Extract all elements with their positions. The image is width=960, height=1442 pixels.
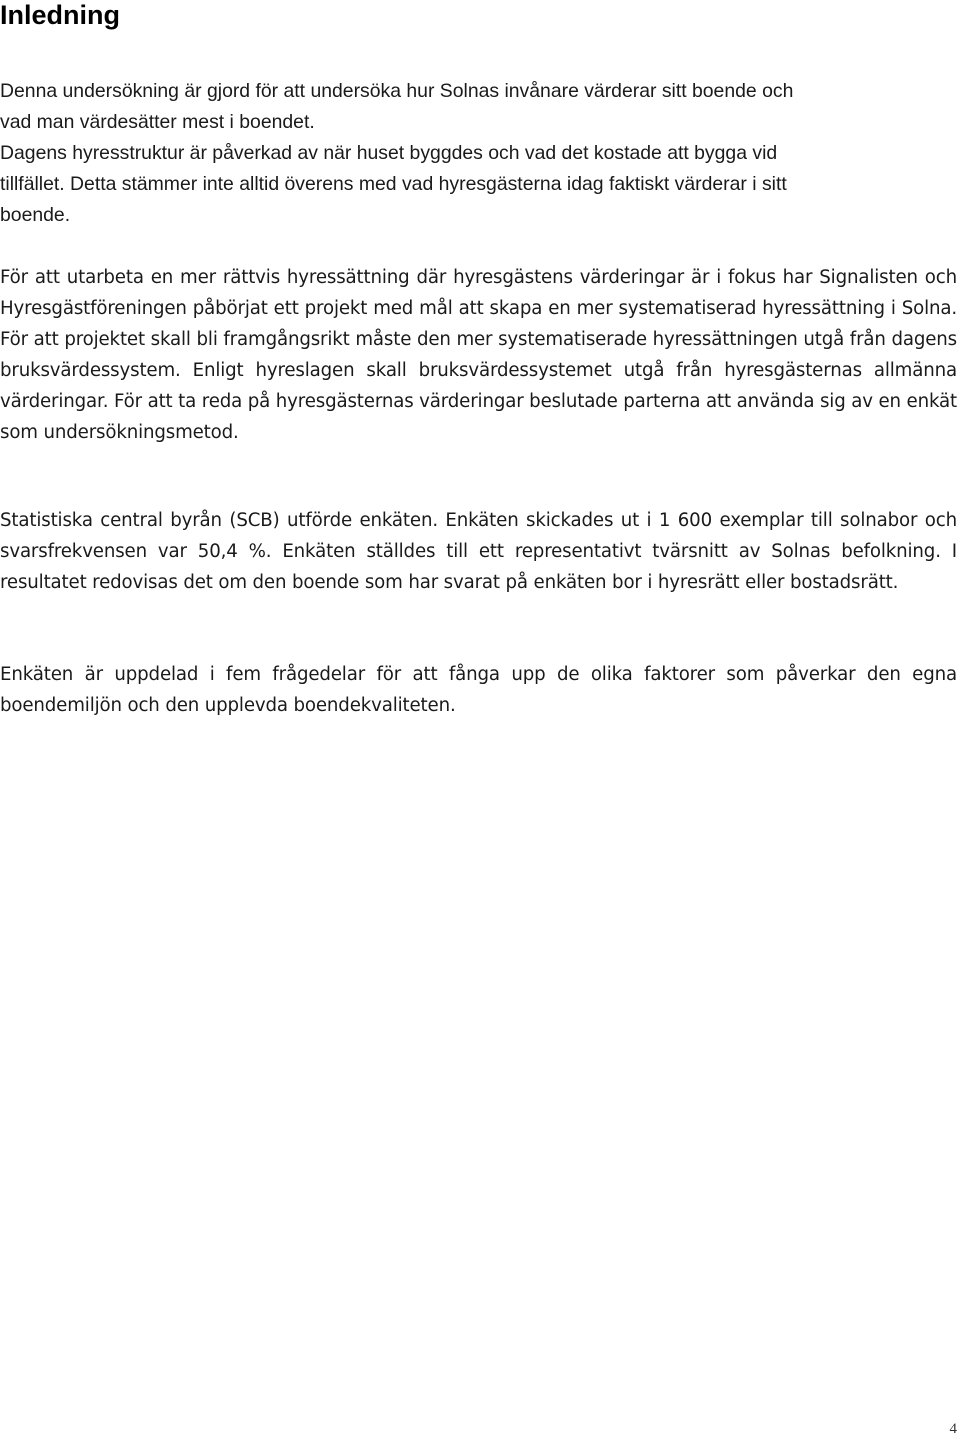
intro-line: Dagens hyresstruktur är påverkad av när huset byggdes och vad det kostade att bygga vid <box>0 142 778 164</box>
intro-line: vad man värdesätter mest i boendet. <box>0 111 315 133</box>
project-paragraph: För att utarbeta en mer rättvis hyressättning där hyresgästens värderingar är i fokus har Signalisten och Hyresgästföreningen påbörjat ett projekt med mål att skapa en mer systematiserad hyressättning i Solna. För att projektet skall bli framgångsrikt måste den mer systematiserade hyressättningen utgå från dagens bruksvärdessystem. Enligt hyreslagen skall bruksvärdessystemet utgå från hyresgästernas allmänna värderingar. För att ta reda på hyresgästernas värderingar beslutade parterna att använda sig av en enkät som undersökningsmetod. <box>0 267 957 443</box>
section-heading: Inledning <box>0 0 120 30</box>
page-number: 4 <box>949 1421 957 1437</box>
intro-line: boende. <box>0 204 71 226</box>
survey-paragraph: Statistiska central byrån (SCB) utförde enkäten. Enkäten skickades ut i 1 600 exemplar till solnabor och svarsfrekvensen var 50,4 %. Enkäten ställdes till ett representativt tvärsnitt av Solnas befolkning. I resultatet redovisas det om den boende som har svarat på enkäten bor i hyresrätt eller bostadsrätt. <box>0 510 957 593</box>
structure-paragraph: Enkäten är uppdelad i fem frågedelar för att fånga upp de olika faktorer som påverkar den egna boendemiljön och den upplevda boendekvaliteten. <box>0 664 957 716</box>
intro-paragraph <box>0 76 957 231</box>
intro-line: Denna undersökning är gjord för att undersöka hur Solnas invånare värderar sitt boende och <box>0 80 794 102</box>
intro-line: tillfället. Detta stämmer inte alltid överens med vad hyresgästerna idag faktiskt värderar i sitt <box>0 173 787 195</box>
